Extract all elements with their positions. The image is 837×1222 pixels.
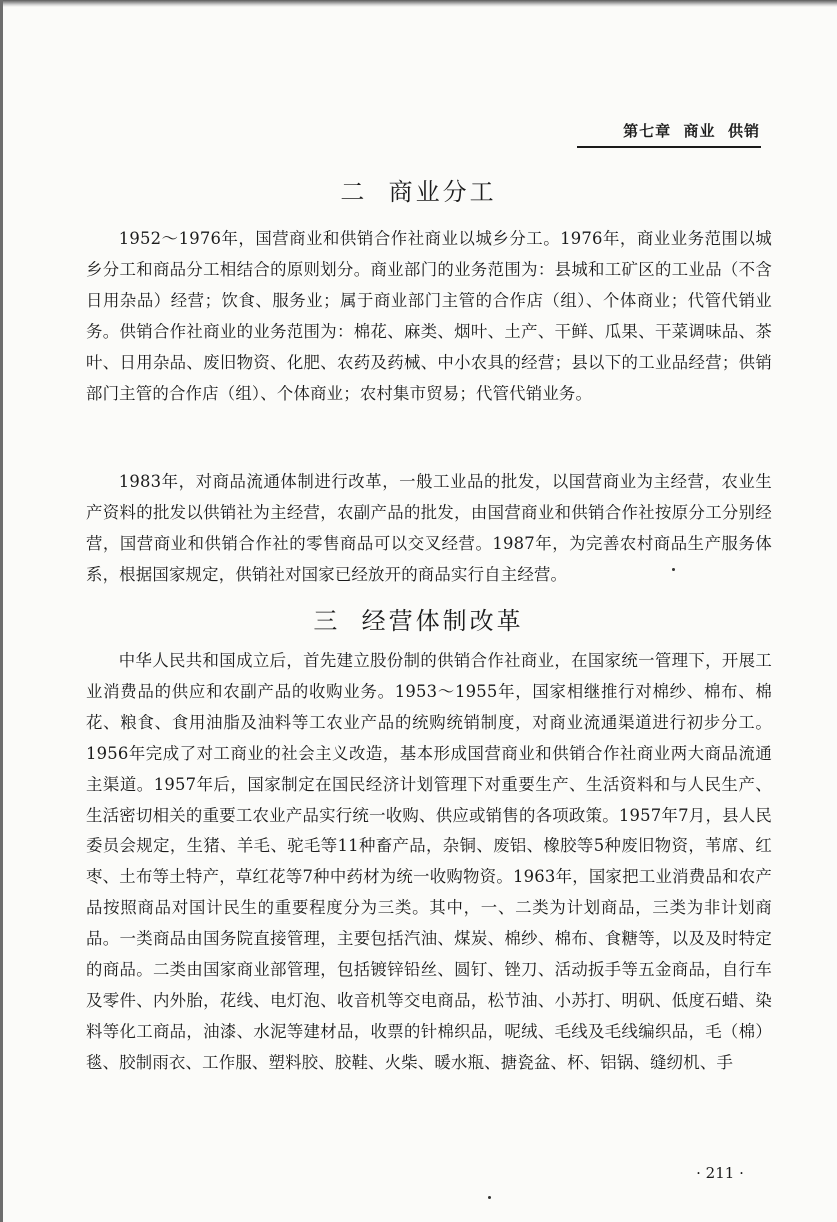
section-title-system-reform: 三 经营体制改革 — [313, 607, 524, 635]
running-head-rule — [577, 146, 761, 148]
running-head: 第七章 商业 供销 — [623, 122, 760, 140]
page-number: · 211 · — [696, 1164, 744, 1182]
scan-speck — [488, 1196, 491, 1199]
paragraph: 1952～1976年，国营商业和供销合作社商业以城乡分工。1976年，商业业务范围以城乡分工和商品分工相结合的原则划分。商业部门的业务范围为：县城和工矿区的工业品（不含日用杂品）经营；饮食、服务业；属于商业部门主管的合作店（组）、个体商业；代管代销业务。供销合作社商业的业务范围为：棉花、麻类、烟叶、土产、干鲜、瓜果、干菜调味品、茶叶、日用杂品、废旧物资、化肥、农药及药械、中小农具的经营；县以下的工业品经营；供销部门主管的合作店（组）、个体商业；农村集市贸易；代管代销业务。 — [86, 229, 772, 403]
paragraph: 1983年，对商品流通体制进行改革，一般工业品的批发，以国营商业为主经营，农业生产资料的批发以供销社为主经营，农副产品的批发，由国营商业和供销合作社按原分工分别经营，国营商业和供销合作社的零售商品可以交叉经营。1987年，为完善农村商品生产服务体系，根据国家规定，供销社对国家已经放开的商品实行自主经营。 — [86, 472, 772, 584]
scan-speck — [672, 568, 675, 571]
paragraph: 中华人民共和国成立后，首先建立股份制的供销合作社商业，在国家统一管理下，开展工业消费品的供应和农副产品的收购业务。1953～1955年，国家相继推行对棉纱、棉布、棉花、粮食、食用油脂及油料等工农业产品的统购统销制度，对商业流通渠道进行初步分工。1956年完成了对工商业的社会主义改造，基本形成国营商业和供销合作社商业两大商品流通主渠道。1957年后，国家制定在国民经济计划管理下对重要生产、生活资料和与人民生产、生活密切相关的重要工农业产品实行统一收购、供应或销售的各项政策。1957年7月，县人民委员会规定，生猪、羊毛、驼毛等11种畜产品，杂铜、废铝、橡胶等5种废旧物资，苇席、红枣、土布等土特产，草红花等7种中药材为统一收购物资。1963年，国家把工业消费品和农产品按照商品对国计民生的重要程度分为三类。其中，一、二类为计划商品，三类为非计划商品。一类商品由国务院直接管理，主要包括汽油、煤炭、棉纱、棉布、食糖等，以及及时特定的商品。二类由国家商业部管理，包括镀锌铅丝、圆钉、锉刀、活动扳手等五金商品，自行车及零件、内外胎，花线、电灯泡、收音机等交电商品，松节油、小苏打、明矾、低度石蜡、染料等化工商品，油漆、水泥等建材品，收票的针棉织品，呢绒、毛线及毛线编织品，毛（棉）毯、胶制雨衣、工作服、塑料胶、胶鞋、火柴、暖水瓶、搪瓷盆、杯、铝锅、缝纫机、手 — [86, 651, 772, 1072]
scan-top-edge — [0, 0, 837, 7]
section-title-commerce-division: 二 商业分工 — [340, 178, 497, 206]
